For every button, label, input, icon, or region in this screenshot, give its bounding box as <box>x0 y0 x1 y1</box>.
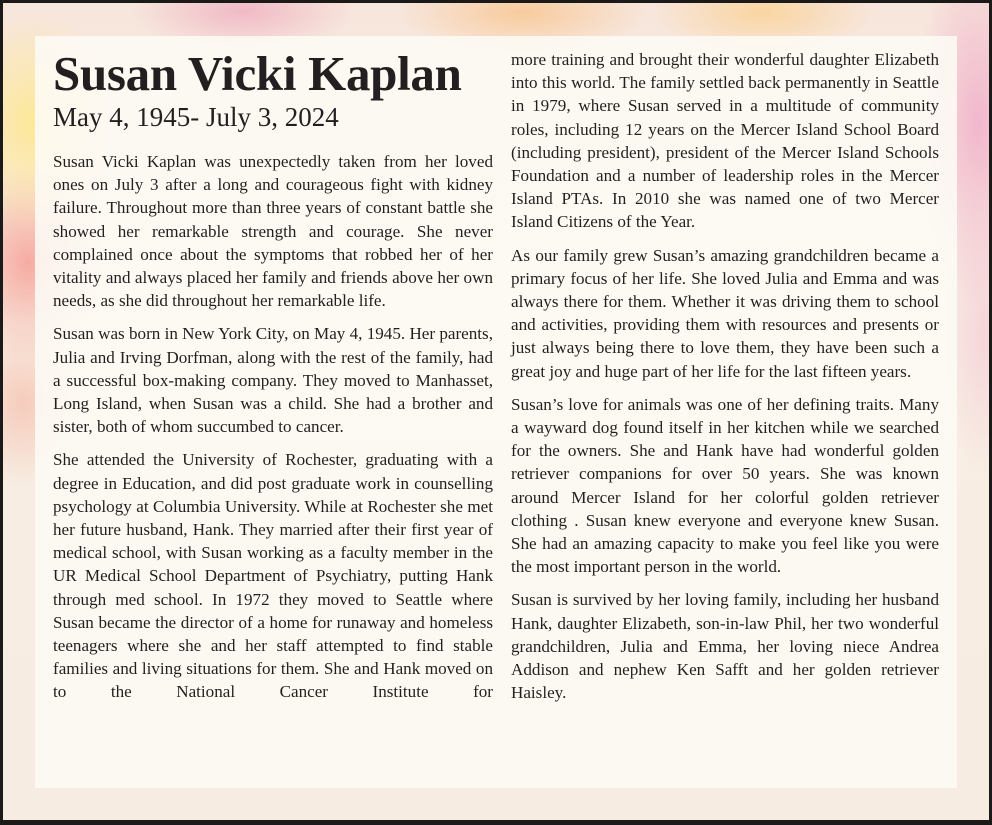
paragraph-early-life: Susan was born in New York City, on May 4, 1945. Her parents, Julia and Irving Dorfman, along with the rest of the family, had a successful box-making company. They moved to Manhasset, Long Island, when Susan was a child. She had a brother and sister, both of whom succumbed to cancer. <box>53 324 493 437</box>
paragraph-grandchildren: As our family grew Susan’s amazing grandchildren became a primary focus of her life. She loved Julia and Emma and was always there for them. Whether it was driving them to school and activities, providing them with resources and presents or just always being there to love them, they have been such a great joy and huge part of her life for the last fifteen years. <box>511 245 939 381</box>
obituary-panel <box>35 36 957 788</box>
paragraph-education-career: She attended the University of Rochester, graduating with a degree in Education, and did post graduate work in counselling psychology at Columbia University. While at Rochester she met her future husband, Hank. They married after their first year of medical school, with Susan working as a faculty member in the UR Medical School Department of Psychiatry, putting Hank through med school. In 1972 they moved to Seattle where Susan became the director of a home for runaway and homeless teenagers where she and her staff attempted to find stable families and living situations for them. She and Hank moved on to the National Cancer Institute for <box>53 450 493 702</box>
life-dates: May 4, 1945- July 3, 2024 <box>53 102 339 132</box>
paragraph-intro: Susan Vicki Kaplan was unexpectedly taken from her loved ones on July 3 after a long and courageous fight with kidney failure. Throughout more than three years of constant battle she showed her remarkable strength and courage. She never complained once about the symptoms that robbed her of her vitality and always placed her family and friends above her own needs, as she did throughout her remarkable life. <box>53 152 493 311</box>
obituary-frame <box>3 3 989 820</box>
right-column <box>511 48 939 714</box>
deceased-name: Susan Vicki Kaplan <box>53 46 462 101</box>
paragraph-community: more training and brought their wonderful daughter Elizabeth into this world. The family settled back permanently in Seattle in 1979, where Susan served in a multitude of community roles, including 12 years on the Mercer Island School Board (including president), president of the Mercer Island Schools Foundation and a number of leadership roles in the Mercer Island PTAs. In 2010 she was named one of two Mercer Island Citizens of the Year. <box>511 50 939 232</box>
paragraph-animals: Susan’s love for animals was one of her defining traits. Many a wayward dog found itself in her kitchen while we searched for the owners. She and Hank have had wonderful golden retriever companions for over 50 years. She was known around Mercer Island for her colorful golden retriever clothing . Susan knew everyone and everyone knew Susan. She had an amazing capacity to make you feel like you were the most important person in the world. <box>511 394 939 577</box>
paragraph-survivors: Susan is survived by her loving family, including her husband Hank, daughter Elizabeth, son-in-law Phil, her two wonderful grandchildren, Julia and Emma, her loving niece Andrea Addison and nephew Ken Safft and her golden retriever Haisley. <box>511 590 939 703</box>
left-column <box>53 36 493 714</box>
